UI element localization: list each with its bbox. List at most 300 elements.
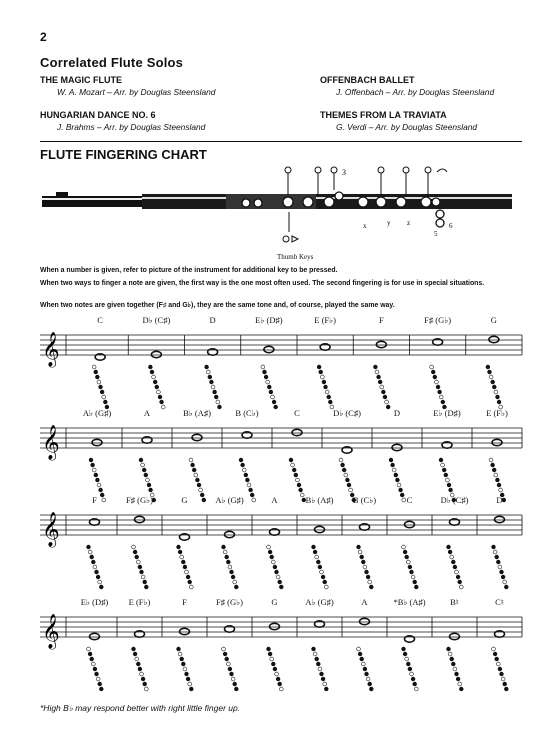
fingering-dot: [225, 657, 229, 661]
fingering-dot: [149, 488, 153, 492]
fingering-dot: [447, 483, 451, 487]
fingering-dot: [456, 677, 460, 681]
fingering-dot: [138, 565, 142, 569]
fingering-dot: [496, 478, 500, 482]
fingering-dot: [252, 498, 256, 502]
fingering-dot: [453, 565, 457, 569]
fingering-dot: [357, 647, 361, 651]
instruction-3: When two notes are given together (F♯ and G♭), they are the same tone and, of course, played the same way.: [40, 302, 395, 309]
fingering-dot: [447, 545, 451, 549]
fingering-dot: [271, 662, 275, 666]
fingering-dot: [278, 580, 282, 584]
whole-note: [492, 439, 502, 445]
fingering-dot: [276, 677, 280, 681]
note-label: A: [361, 597, 368, 607]
fingering-dot: [180, 657, 184, 661]
note-label: C: [294, 408, 300, 418]
fingering-dot: [90, 555, 94, 559]
fingering-dot: [496, 662, 500, 666]
fingering-dot: [296, 478, 300, 482]
fingering-dot: [136, 662, 140, 666]
fingering-dot: [320, 570, 324, 574]
fingering-dot: [185, 672, 189, 676]
note-label: F♯ (G♭): [126, 495, 153, 505]
fingering-dot: [373, 365, 377, 369]
fingering-dot: [444, 473, 448, 477]
fingering-dot: [211, 385, 215, 389]
key-label-x: x: [363, 222, 367, 230]
fingering-dot: [181, 662, 185, 666]
fingering-dot: [486, 365, 490, 369]
fingering-dot: [488, 370, 492, 374]
fingering-dot: [161, 405, 165, 409]
key-label-z: z: [407, 219, 411, 227]
fingering-dot: [299, 488, 303, 492]
fingering-dot: [385, 400, 389, 404]
fingering-dot: [234, 687, 238, 691]
fingering-dot: [135, 657, 139, 661]
fingering-dot: [188, 682, 192, 686]
fingering-dot: [403, 550, 407, 554]
fingering-dot: [276, 575, 280, 579]
fingering-dot: [90, 657, 94, 661]
fingering-dot: [341, 463, 345, 467]
note-label: C♮: [495, 597, 504, 607]
fingering-dot: [213, 390, 217, 394]
fingering-dot: [93, 565, 97, 569]
fingering-dot: [202, 498, 206, 502]
fingering-dot: [414, 687, 418, 691]
fingering-dot: [342, 468, 346, 472]
fingering-dot: [411, 677, 415, 681]
fingering-dot: [216, 400, 220, 404]
fingering-dot: [408, 565, 412, 569]
whole-note: [405, 521, 415, 527]
fingering-dot: [456, 575, 460, 579]
fingering-dot: [500, 672, 504, 676]
fingering-dot: [489, 458, 493, 462]
solo-title-2: HUNGARIAN DANCE NO. 6: [40, 110, 156, 120]
fingering-dot: [297, 483, 301, 487]
fingering-dot: [494, 390, 498, 394]
fingering-dot: [100, 390, 104, 394]
fingering-dot: [498, 667, 502, 671]
fingering-dot: [189, 585, 193, 589]
fingering-dot: [93, 667, 97, 671]
fingering-dot: [225, 555, 229, 559]
fingering-dot: [270, 555, 274, 559]
fingering-dot: [156, 390, 160, 394]
fingering-dot: [239, 458, 243, 462]
fingering-dot: [324, 687, 328, 691]
key-label-5: 5: [434, 230, 438, 238]
fingering-dot: [455, 672, 459, 676]
fingering-dot: [210, 380, 214, 384]
whole-note: [180, 628, 190, 634]
fingering-dot: [317, 365, 321, 369]
note-label: G: [490, 315, 497, 325]
fingering-dot: [97, 380, 101, 384]
fingering-dot: [495, 555, 499, 559]
fingering-dot: [410, 570, 414, 574]
fingering-dot: [377, 375, 381, 379]
whole-note: [315, 526, 325, 532]
fingering-dot: [449, 488, 453, 492]
fingering-dot: [275, 672, 279, 676]
fingering-dot: [223, 550, 227, 554]
note-label: E♭ (D♯): [433, 408, 461, 418]
fingering-dot: [291, 463, 295, 467]
fingering-dot: [261, 365, 265, 369]
flute-diagram: [36, 162, 526, 252]
fingering-dot: [411, 575, 415, 579]
chart-heading: FLUTE FINGERING CHART: [40, 147, 207, 162]
note-label: E (F♭): [486, 408, 508, 418]
fingering-dot: [368, 580, 372, 584]
fingering-dot: [132, 545, 136, 549]
instruction-1: When a number is given, refer to picture of the instrument for additional key to be pressed.: [40, 267, 338, 274]
fingering-dot: [369, 687, 373, 691]
fingering-dot: [312, 647, 316, 651]
fingering-dot: [155, 385, 159, 389]
fingering-dot: [397, 483, 401, 487]
fingering-dot: [313, 550, 317, 554]
fingering-dot: [95, 570, 99, 574]
fingering-dot: [380, 385, 384, 389]
fingering-dot: [403, 652, 407, 656]
fingering-dot: [491, 380, 495, 384]
fingering-dot: [180, 555, 184, 559]
fingering-dot: [94, 473, 98, 477]
fingering-dot: [410, 672, 414, 676]
fingering-dot: [366, 677, 370, 681]
fingering-dot: [357, 545, 361, 549]
fingering-dot: [375, 370, 379, 374]
fingering-dot: [197, 483, 201, 487]
fingering-dot: [320, 375, 324, 379]
fingering-dot: [267, 545, 271, 549]
staff-row-3: [0, 507, 560, 602]
note-label: F: [182, 597, 187, 607]
fingering-dot: [136, 560, 140, 564]
fingering-dot: [139, 458, 143, 462]
fingering-dot: [152, 375, 156, 379]
fingering-dot: [361, 560, 365, 564]
fingering-dot: [177, 647, 181, 651]
solo-title-1: THE MAGIC FLUTE: [40, 75, 122, 85]
whole-note: [392, 444, 402, 450]
fingering-dot: [497, 483, 501, 487]
fingering-dot: [318, 565, 322, 569]
fingering-dot: [263, 370, 267, 374]
note-label: F: [379, 315, 384, 325]
fingering-dot: [312, 545, 316, 549]
fingering-dot: [430, 365, 434, 369]
fingering-dot: [458, 682, 462, 686]
fingering-dot: [183, 565, 187, 569]
fingering-dot: [319, 370, 323, 374]
fingering-dot: [247, 483, 251, 487]
fingering-dot: [273, 667, 277, 671]
fingering-dot: [158, 395, 162, 399]
page-number: 2: [40, 30, 47, 44]
note-label: B♮: [450, 597, 459, 607]
fingering-dot: [96, 575, 100, 579]
fingering-dot: [405, 555, 409, 559]
fingering-dot: [222, 647, 226, 651]
fingering-dot: [279, 585, 283, 589]
solo-title-4: THEMES FROM LA TRAVIATA: [320, 110, 447, 120]
note-label: G: [271, 597, 278, 607]
fingering-dot: [200, 493, 204, 497]
fingering-dot: [135, 555, 139, 559]
fingering-dot: [446, 478, 450, 482]
fingering-dot: [450, 657, 454, 661]
note-label: E (F♭): [128, 597, 151, 607]
fingering-dot: [321, 575, 325, 579]
fingering-dot: [206, 370, 210, 374]
fingering-dot: [266, 380, 270, 384]
note-label: D: [496, 495, 503, 505]
note-label: F♯ (G♭): [424, 315, 452, 325]
whole-note: [264, 346, 274, 352]
solo-subtitle-1: W. A. Mozart – Arr. by Douglas Steensland: [57, 87, 216, 97]
fingering-dot: [188, 580, 192, 584]
fingering-dot: [324, 385, 328, 389]
solos-heading: Correlated Flute Solos: [40, 55, 184, 70]
fingering-dot: [358, 550, 362, 554]
fingering-dot: [436, 385, 440, 389]
fingering-dot: [366, 575, 370, 579]
fingering-dot: [87, 647, 91, 651]
whole-note: [192, 434, 202, 440]
fingering-dot: [141, 575, 145, 579]
fingering-dot: [274, 405, 278, 409]
fingering-dot: [91, 662, 95, 666]
note-label: B (C♭): [352, 495, 377, 505]
fingering-dot: [228, 667, 232, 671]
fingering-dot: [199, 488, 203, 492]
fingering-dot: [405, 657, 409, 661]
fingering-dot: [497, 400, 501, 404]
fingering-dot: [88, 550, 92, 554]
fingering-dot: [349, 488, 353, 492]
fingering-dot: [316, 560, 320, 564]
treble-clef-icon: 𝄞: [42, 333, 60, 366]
fingering-dot: [394, 473, 398, 477]
section-divider: [40, 141, 522, 142]
fingering-dot: [322, 380, 326, 384]
treble-clef-icon: 𝄞: [42, 426, 60, 459]
fingering-dot: [143, 682, 147, 686]
fingering-dot: [324, 585, 328, 589]
solo-subtitle-2: J. Brahms – Arr. by Douglas Steensland: [57, 122, 206, 132]
fingering-dot: [269, 390, 273, 394]
fingering-dot: [402, 498, 406, 502]
fingering-dot: [153, 380, 157, 384]
fingering-dot: [196, 478, 200, 482]
fingering-dot: [250, 493, 254, 497]
fingering-dot: [99, 687, 103, 691]
fingering-dot: [498, 565, 502, 569]
note-label: D: [209, 315, 216, 325]
fingering-dot: [249, 488, 253, 492]
fingering-dot: [358, 652, 362, 656]
fingering-dot: [214, 395, 218, 399]
fingering-dot: [148, 365, 152, 369]
whole-note: [360, 618, 370, 624]
fingering-dot: [96, 677, 100, 681]
fingering-dot: [271, 395, 275, 399]
note-label: G: [181, 495, 188, 505]
fingering-dot: [313, 652, 317, 656]
fingering-dot: [94, 370, 98, 374]
fingering-dot: [363, 565, 367, 569]
whole-note: [292, 429, 302, 435]
fingering-dot: [278, 682, 282, 686]
fingering-dot: [389, 458, 393, 462]
fingering-dot: [231, 575, 235, 579]
note-label: C: [406, 495, 413, 505]
whole-note: [376, 341, 386, 347]
fingering-dot: [99, 385, 103, 389]
fingering-dot: [438, 390, 442, 394]
fingering-dot: [268, 652, 272, 656]
fingering-dot: [451, 560, 455, 564]
whole-note: [90, 633, 100, 639]
fingering-dot: [346, 478, 350, 482]
fingering-dot: [491, 463, 495, 467]
thumb-keys-label: Thumb Keys: [277, 253, 314, 261]
note-label: B (C♭): [235, 408, 259, 418]
fingering-dot: [241, 463, 245, 467]
fingering-dot: [268, 550, 272, 554]
fingering-dot: [91, 463, 95, 467]
fingering-dot: [103, 400, 107, 404]
fingering-dot: [267, 385, 271, 389]
treble-clef-icon: 𝄞: [42, 615, 60, 648]
note-label: A: [271, 495, 278, 505]
fingering-dot: [439, 395, 443, 399]
fingering-dot: [141, 677, 145, 681]
note-label: D♭ (C♯): [440, 495, 469, 505]
fingering-dot: [399, 488, 403, 492]
fingering-dot: [292, 468, 296, 472]
fingering-dot: [92, 365, 96, 369]
fingering-dot: [315, 657, 319, 661]
fingering-dot: [441, 463, 445, 467]
note-label: *B♭ (A♯): [393, 597, 426, 607]
note-label: A♭ (G♯): [82, 408, 112, 418]
fingering-dot: [226, 662, 230, 666]
fingering-dot: [100, 493, 104, 497]
fingering-dot: [267, 647, 271, 651]
fingering-dot: [458, 580, 462, 584]
fingering-dot: [492, 545, 496, 549]
fingering-dot: [140, 570, 144, 574]
fingering-dot: [88, 652, 92, 656]
fingering-dot: [494, 473, 498, 477]
fingering-dot: [98, 580, 102, 584]
fingering-dot: [503, 580, 507, 584]
fingering-dot: [493, 652, 497, 656]
solo-subtitle-4: G. Verdi – Arr. by Douglas Steensland: [336, 122, 478, 132]
fingering-dot: [289, 458, 293, 462]
fingering-dot: [244, 473, 248, 477]
fingering-dot: [300, 493, 304, 497]
fingering-dot: [96, 478, 100, 482]
fingering-dot: [459, 585, 463, 589]
fingering-dot: [361, 662, 365, 666]
fingering-dot: [378, 380, 382, 384]
fingering-dot: [150, 370, 154, 374]
fingering-dot: [186, 677, 190, 681]
fingering-dot: [441, 400, 445, 404]
note-label: D♭ (C♯): [142, 315, 171, 325]
fingering-dot: [492, 647, 496, 651]
fingering-dot: [453, 667, 457, 671]
fingering-dot: [144, 473, 148, 477]
fingering-dot: [448, 652, 452, 656]
fingering-dot: [492, 385, 496, 389]
fingering-dot: [99, 585, 103, 589]
fingering-dot: [146, 478, 150, 482]
fingering-dot: [360, 555, 364, 559]
fingering-dot: [316, 662, 320, 666]
fingering-dot: [231, 677, 235, 681]
fingering-dot: [91, 560, 95, 564]
whole-note: [225, 531, 235, 537]
fingering-dot: [99, 488, 103, 492]
fingering-dot: [503, 682, 507, 686]
fingering-dot: [95, 375, 99, 379]
fingering-dot: [414, 585, 418, 589]
whole-note: [450, 633, 460, 639]
fingering-dot: [363, 667, 367, 671]
fingering-dot: [365, 570, 369, 574]
note-label: F♯ (G♭): [216, 597, 243, 607]
note-label: A♭ (G♯): [305, 597, 334, 607]
instruction-2: When two ways to finger a note are given, the first way is the one most often used. The second fingering is for use in special situations.: [40, 280, 485, 287]
fingering-dot: [223, 652, 227, 656]
fingering-dot: [97, 483, 101, 487]
fingering-dot: [191, 463, 195, 467]
fingering-dot: [396, 478, 400, 482]
key-label-6: 6: [449, 222, 453, 230]
fingering-dot: [406, 662, 410, 666]
fingering-dot: [264, 375, 268, 379]
key-label-3: 3: [342, 168, 346, 177]
fingering-dot: [147, 483, 151, 487]
whole-note: [135, 516, 145, 522]
fingering-dot: [234, 585, 238, 589]
whole-note: [489, 336, 499, 342]
whole-note: [270, 623, 280, 629]
fingering-dot: [218, 405, 222, 409]
fingering-dot: [140, 672, 144, 676]
fingering-dot: [102, 395, 106, 399]
fingering-dot: [87, 545, 91, 549]
fingering-dot: [406, 560, 410, 564]
fingering-dot: [383, 395, 387, 399]
fingering-dot: [496, 560, 500, 564]
fingering-dot: [408, 667, 412, 671]
fingering-dot: [459, 687, 463, 691]
fingering-dot: [400, 493, 404, 497]
fingering-dot: [413, 682, 417, 686]
fingering-dot: [323, 682, 327, 686]
fingering-dot: [435, 380, 439, 384]
